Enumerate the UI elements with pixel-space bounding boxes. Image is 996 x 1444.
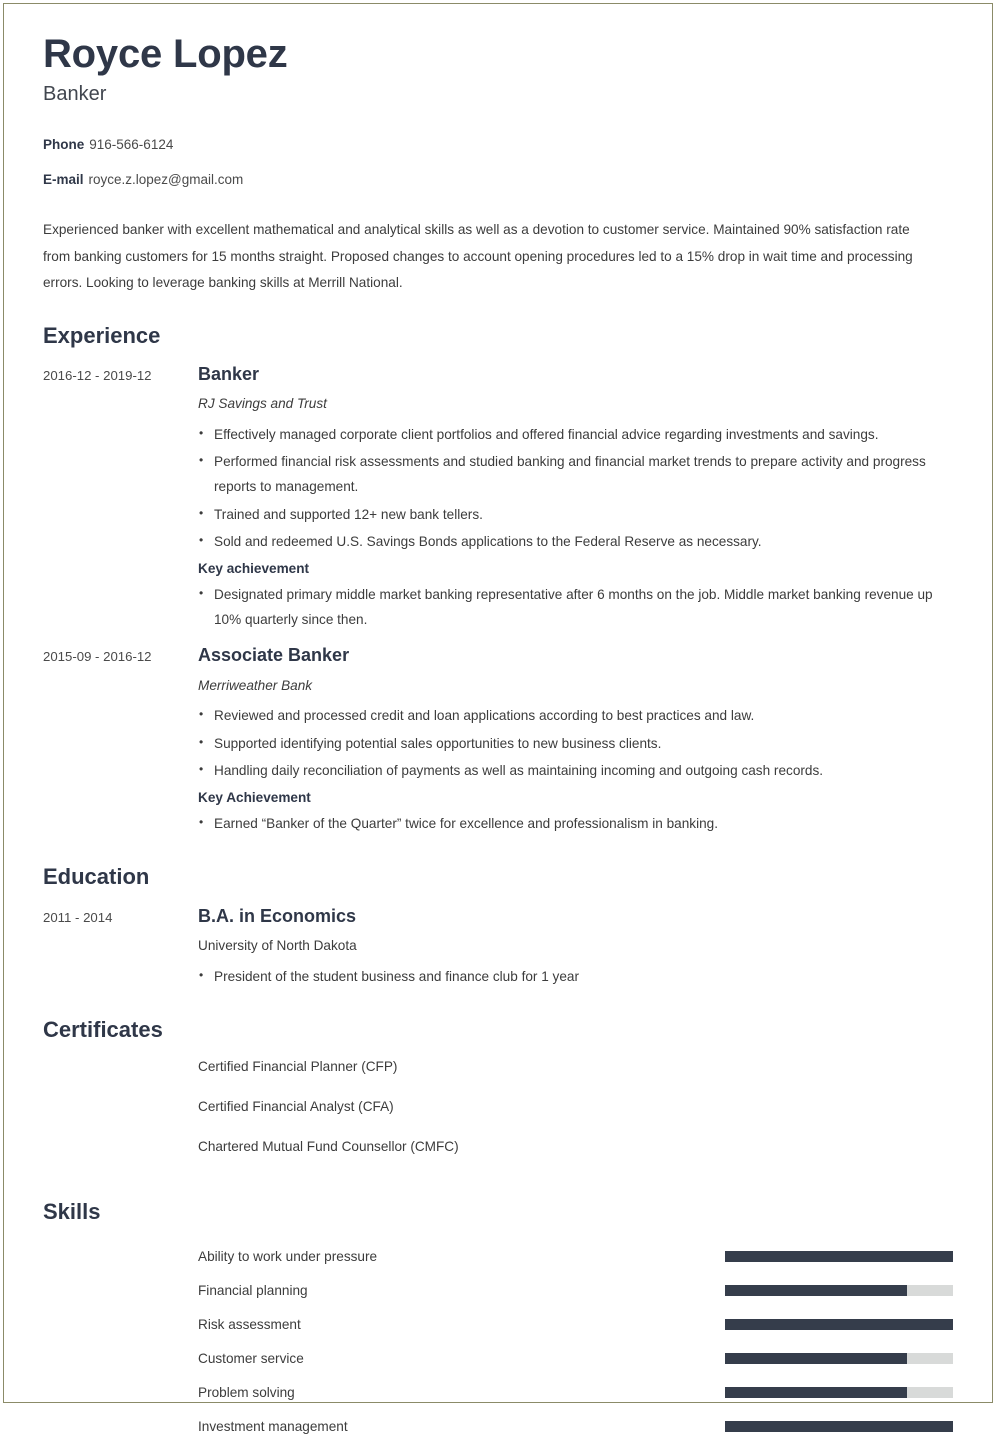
resume-header [43, 32, 953, 297]
list-item: • Performed financial risk assessments and studied banking and financial market trends to prepare activity and progress reports to management. [198, 449, 953, 499]
skill-row [43, 1308, 953, 1342]
experience-entry-dates: 2016-12 - 2019-12 [43, 367, 152, 383]
skill-level-fill [725, 1285, 907, 1296]
experience-entry-company: RJ Savings and Trust [198, 396, 327, 412]
contact-email-label: E-mail [43, 171, 84, 187]
skill-label: Financial planning [198, 1283, 308, 1299]
resume-content [43, 32, 953, 1444]
experience-entry-achievement-label: Key achievement [198, 560, 310, 576]
experience-entry [43, 363, 953, 634]
experience-entry-body [198, 363, 953, 634]
education-entry-body [198, 905, 953, 991]
list-item: Certified Financial Planner (CFP) [198, 1059, 398, 1075]
list-item: • Sold and redeemed U.S. Savings Bonds applications to the Federal Reserve as necessary. [198, 529, 953, 554]
experience-entry-body [198, 644, 953, 838]
experience-entry-title: Associate Banker [198, 645, 350, 666]
experience-entry-company: Merriweather Bank [198, 677, 313, 693]
skill-level-bar [725, 1319, 953, 1330]
certificates-list [198, 1057, 953, 1156]
candidate-name: Royce Lopez [43, 32, 288, 76]
skill-row [43, 1376, 953, 1410]
skill-level-fill [725, 1319, 953, 1330]
certificates-block [43, 1057, 953, 1177]
education-entry-dates: 2011 - 2014 [43, 909, 113, 925]
section-heading-experience: Experience [43, 322, 161, 348]
skill-level-bar [725, 1353, 953, 1364]
contact-phone-row [43, 136, 953, 154]
skill-label: Investment management [198, 1419, 348, 1435]
skill-row [43, 1410, 953, 1444]
skill-level-bar [725, 1285, 953, 1296]
skills-list [43, 1240, 953, 1444]
experience-entry-title: Banker [198, 363, 260, 384]
list-item: • Supported identifying potential sales opportunities to new business clients. [198, 731, 953, 756]
list-item: • President of the student business and finance club for 1 year [198, 964, 953, 989]
skill-level-fill [725, 1251, 953, 1262]
list-item: Certified Financial Analyst (CFA) [198, 1099, 394, 1115]
professional-summary: Experienced banker with excellent mathematical and analytical skills as well as a devotion to customer service. Maintained 90% satisfaction rate from banking customers for 15 months straight. Proposed changes to account opening procedures led to a 15% drop in wait time and processing errors. Looking to leverage banking skills at Merrill National. [43, 222, 913, 291]
skill-level-fill [725, 1421, 953, 1432]
experience-entry-bullets [198, 703, 953, 782]
certificates-spacer [43, 1057, 198, 1061]
experience-entry-achievement-bullets [198, 582, 953, 632]
contact-phone-label: Phone [43, 137, 85, 152]
skill-level-fill [725, 1353, 907, 1364]
list-item: • Effectively managed corporate client portfolios and offered financial advice regarding investments and savings. [198, 422, 953, 447]
skill-label: Customer service [198, 1351, 304, 1367]
education-entry-school: University of North Dakota [198, 938, 357, 954]
list-item: Chartered Mutual Fund Counsellor (CMFC) [198, 1139, 459, 1155]
skill-label: Problem solving [198, 1385, 295, 1401]
experience-entry-achievement-bullets [198, 811, 953, 836]
list-item: • Reviewed and processed credit and loan applications according to best practices and law. [198, 703, 953, 728]
list-item: • Handling daily reconciliation of payments as well as maintaining incoming and outgoing cash records. [198, 758, 953, 783]
skill-label: Risk assessment [198, 1317, 301, 1333]
candidate-job-title: Banker [43, 83, 107, 105]
contact-email-row [43, 171, 953, 189]
section-heading-education: Education [43, 864, 150, 890]
skill-row [43, 1342, 953, 1376]
skill-row [43, 1274, 953, 1308]
list-item: • Trained and supported 12+ new bank tellers. [198, 502, 953, 527]
experience-entry-achievement-label: Key Achievement [198, 789, 311, 805]
skill-level-bar [725, 1421, 953, 1432]
experience-entry-bullets [198, 422, 953, 554]
skill-level-bar [725, 1251, 953, 1262]
education-entry-bullets [198, 964, 953, 989]
section-heading-certificates: Certificates [43, 1016, 163, 1042]
certificates-body [198, 1057, 953, 1177]
skill-label: Ability to work under pressure [198, 1249, 378, 1265]
experience-entry [43, 644, 953, 838]
list-item: • Earned “Banker of the Quarter” twice for excellence and professionalism in banking. [198, 811, 953, 836]
section-heading-skills: Skills [43, 1199, 101, 1225]
contact-phone-value[interactable]: 916-566-6124 [89, 137, 174, 152]
experience-entry-dates: 2015-09 - 2016-12 [43, 649, 152, 665]
education-entry-degree: B.A. in Economics [198, 905, 357, 926]
skill-level-bar [725, 1387, 953, 1398]
contact-email-value[interactable]: royce.z.lopez@gmail.com [88, 171, 244, 187]
education-entry [43, 905, 953, 991]
list-item: • Designated primary middle market banking representative after 6 months on the job. Middle market banking revenue up 10% quarterly since then. [198, 582, 953, 632]
skill-row [43, 1240, 953, 1274]
skill-level-fill [725, 1387, 907, 1398]
